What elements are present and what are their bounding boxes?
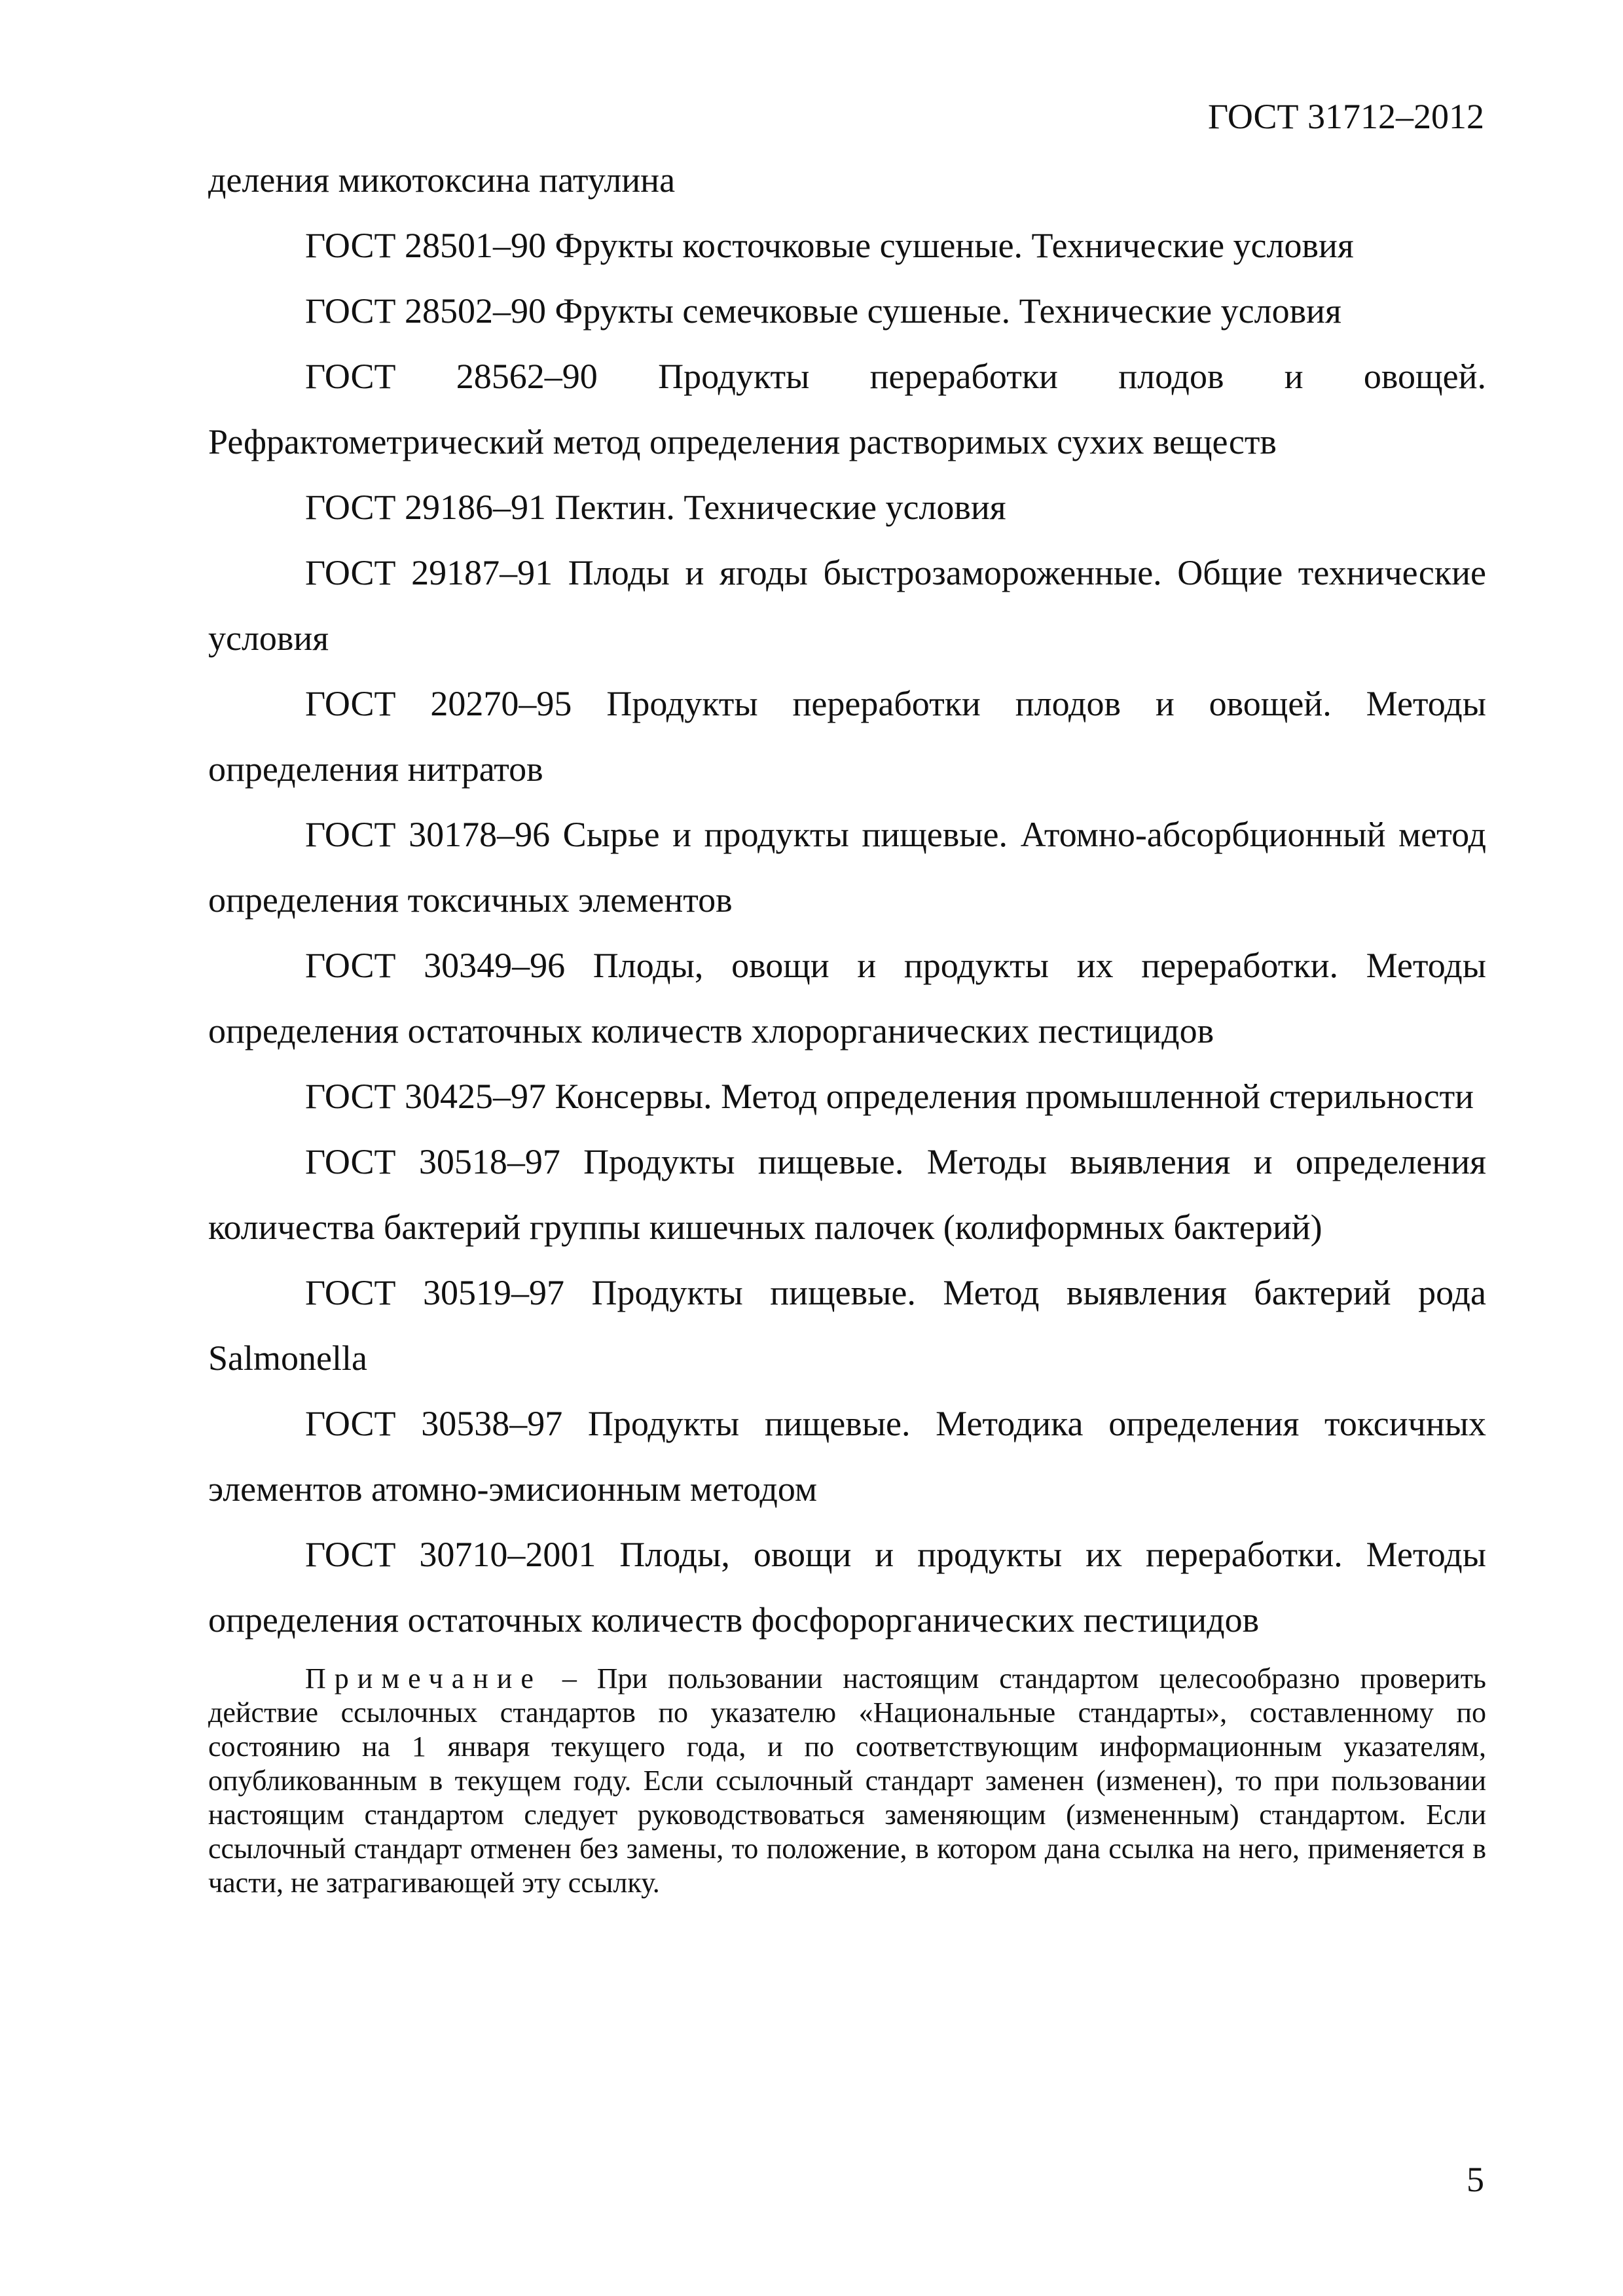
reference-gost-30349: ГОСТ 30349–96 Плоды, овощи и продукты их переработки. Методы определения остаточных количеств хлорорганических пестицидов bbox=[208, 946, 1486, 1050]
note-text: – При пользовании настоящим стандартом целесообразно проверить действие ссылочных стандартов по указателю «Национальные стандарты», составленному по состоянию на 1 января текущего года, и по соответствующим информационным указателям, опубликованным в текущем году. Если ссылочный стандарт заменен (изменен), то при пользовании настоящим стандартом следует руководствоваться заменяющим (измененным) стандартом. Если ссылочный стандарт отменен без замены, то положение, в котором дана ссылка на него, применяется в части, не затрагивающей эту ссылку. bbox=[208, 1662, 1486, 1899]
reference-gost-30518: ГОСТ 30518–97 Продукты пищевые. Методы выявления и определения количества бактерий группы кишечных палочек (колиформных бактерий) bbox=[208, 1142, 1486, 1247]
reference-gost-30538: ГОСТ 30538–97 Продукты пищевые. Методика определения токсичных элементов атомно-эмисионным методом bbox=[208, 1404, 1486, 1509]
reference-gost-30178: ГОСТ 30178–96 Сырье и продукты пищевые. Атомно-абсорбционный метод определения токсичных элементов bbox=[208, 815, 1486, 920]
note-label: Примечание bbox=[305, 1662, 542, 1695]
reference-gost-28501: ГОСТ 28501–90 Фрукты косточковые сушеные. Технические условия bbox=[305, 226, 1354, 265]
continued-reference-line: деления микотоксина патулина bbox=[208, 160, 676, 200]
page-number: 5 bbox=[1467, 2160, 1484, 2199]
reference-gost-29186: ГОСТ 29186–91 Пектин. Технические условия bbox=[305, 488, 1006, 527]
reference-gost-28502: ГОСТ 28502–90 Фрукты семечковые сушеные. Технические условия bbox=[305, 291, 1341, 331]
reference-gost-29187: ГОСТ 29187–91 Плоды и ягоды быстрозамороженные. Общие технические условия bbox=[208, 553, 1486, 658]
reference-gost-30519: ГОСТ 30519–97 Продукты пищевые. Метод выявления бактерий рода Salmonella bbox=[208, 1273, 1486, 1378]
reference-gost-20270: ГОСТ 20270–95 Продукты переработки плодов и овощей. Методы определения нитратов bbox=[208, 684, 1486, 789]
note-paragraph bbox=[208, 1662, 1486, 1900]
document-code-header: ГОСТ 31712–2012 bbox=[1207, 97, 1484, 136]
reference-gost-30710: ГОСТ 30710–2001 Плоды, овощи и продукты их переработки. Методы определения остаточных количеств фосфорорганических пестицидов bbox=[208, 1535, 1486, 1640]
reference-gost-28562: ГОСТ 28562–90 Продукты переработки плодов и овощей. Рефрактометрический метод определения растворимых сухих веществ bbox=[208, 357, 1486, 461]
normative-references-section bbox=[208, 147, 1486, 1929]
reference-gost-30425: ГОСТ 30425–97 Консервы. Метод определения промышленной стерильности bbox=[305, 1077, 1474, 1116]
